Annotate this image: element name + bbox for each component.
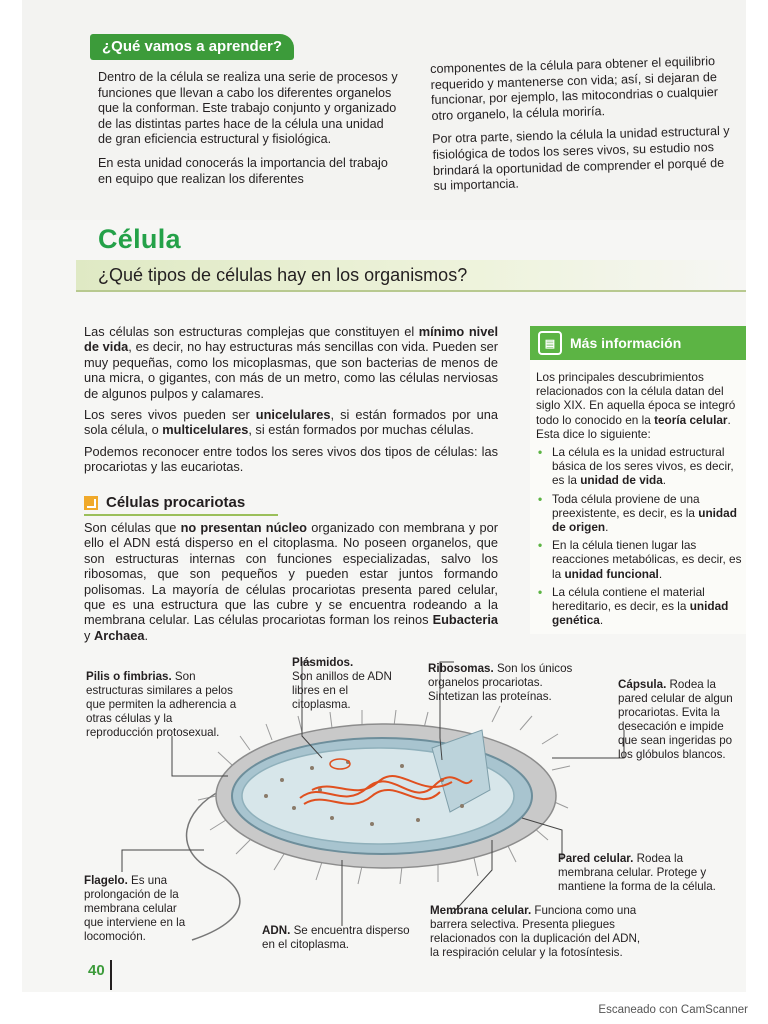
intro-right-p1: componentes de la célula para obtener el equilibrio requerido y mantenerse con vida; así, si dejaran de funcionar, por ejemplo, las mitocondrias o cualquier otro organelo, la célula moriría. — [430, 54, 719, 123]
subtitle: ¿Qué tipos de células hay en los organismos? — [98, 265, 468, 285]
checkbox-icon — [84, 496, 98, 510]
body-p2: Los seres vivos pueden ser unicelulares, si están formados por una sola célula, o multicelulares, si están formados por muchas células. — [84, 407, 498, 438]
label-cell-wall: Pared celular. Rodea la membrana celular. Protege y mantiene la forma de la célula. — [558, 852, 716, 893]
label-ribosomes: Ribosomas. Son los únicos organelos procariotas. Sintetizan las proteínas. — [428, 662, 573, 703]
prokaryote-heading — [84, 494, 245, 511]
info-text: Los principales descubrimientos relacionados con la célula datan del siglo XIX. En aquella época se integró todo lo conocido en la teoría celular. Esta dice lo siguiente: • La célula es la unidad estructural básica de los seres vivos, es decir, es la unidad de vida. • Toda célula proviene de una preexistente, es decir, es la unidad de origen. • En la célula tienen lugar las reacciones metabólicas, es decir, es la unidad funcional. • La célula contiene el material hereditario, es decir, es la unidad genética. — [536, 370, 742, 631]
list-item: • La célula es la unidad estructural básica de los seres vivos, es decir, es la unidad de vida. — [552, 445, 742, 488]
label-flagellum: Flagelo. Es una prolongación de la membrana celular que interviene en la locomoción. — [84, 874, 186, 943]
info-title: Más información — [570, 335, 682, 351]
intro-right-column — [430, 54, 734, 203]
prokaryote-text: Son células que no presentan núcleo organizado con membrana y por ello el ADN está disperso en el citoplasma. No poseen organelos, que son estructuras internas con funciones especializadas, salvo los ribosomas, que son pequeños y pueden estar juntos formando polisomas. La mayoría de células procariotas presenta pared celular, que es una estructura que las cubre y se encuentra rodeando a la membrana celular. Las células procariotas forman los reinos Eubacteria y Archaea. — [84, 520, 499, 643]
page-number-divider — [110, 960, 112, 990]
section-title: Célula — [98, 224, 181, 254]
page-number: 40 — [88, 962, 105, 979]
prokaryote-diagram — [22, 640, 746, 990]
intro-right-p2: Por otra parte, siendo la célula la unidad estructural y fisiológica de todos los seres vivos, su estudio nos brindará la oportunidad de comprender el porqué de su importancia. — [431, 124, 730, 194]
body-p3: Podemos reconocer entre todos los seres vivos dos tipos de células: las procariotas y las eucariotas. — [84, 443, 498, 475]
label-pili: Pilis o fimbrias. Son estructuras similares a pelos que permiten la adherencia a otras células y la reproducción protosexual. — [86, 670, 237, 739]
label-plasmids: Plásmidos. Son anillos de ADN libres en el citoplasma. — [292, 656, 392, 711]
intro-left-p1: Dentro de la célula se realiza una serie de procesos y funciones que llevan a cabo los diferentes organelos que la conforman. Este trabajo conjunto y organizado de las distintas partes hace de la célula una unidad de gran eficiencia estructural y fisiológica. — [98, 70, 398, 147]
list-item: • La célula contiene el material hereditario, es decir, es la unidad genética. — [552, 585, 742, 628]
intro-left-column — [98, 70, 398, 195]
intro-left-p2: En esta unidad conocerás la importancia del trabajo en equipo que realizan los diferentes — [98, 155, 388, 186]
info-header — [530, 326, 746, 360]
textbook-page — [22, 0, 746, 992]
learn-badge: ¿Qué vamos a aprender? — [90, 34, 294, 60]
list-item: • En la célula tienen lugar las reacciones metabólicas, es decir, es la unidad funcional. — [552, 538, 742, 581]
heading-underline — [84, 514, 278, 516]
scanner-footer: Escaneado con CamScanner — [598, 1004, 748, 1016]
body-p1: Las células son estructuras complejas que constituyen el mínimo nivel de vida, es decir, no hay estructuras más sencillas con vida. Pueden ser muy pequeñas, como los micoplasmas, que son bacterias de menos de una micra, o gigantes, con más de un metro, como las células nerviosas de algunos pulpos y calamares. — [84, 324, 498, 401]
info-book-icon: ▤ — [538, 331, 562, 355]
label-dna: ADN. Se encuentra disperso en el citoplasma. — [262, 924, 410, 951]
info-list — [536, 445, 742, 627]
label-cell-membrane: Membrana celular. Funciona como una barrera selectiva. Presenta pliegues relacionados con la duplicación del ADN, la respiración celular y la fotosíntesis. — [430, 904, 641, 959]
label-capsule: Cápsula. Rodea la pared celular de algun procariotas. Evita la desecación e impide que sean ingeridas po los glóbulos blancos. — [618, 678, 733, 761]
prokaryote-heading-text: Células procariotas — [106, 494, 246, 511]
list-item: • Toda célula proviene de una preexistente, es decir, es la unidad de origen. — [552, 492, 742, 535]
info-box — [530, 326, 746, 634]
body-main — [84, 324, 498, 481]
